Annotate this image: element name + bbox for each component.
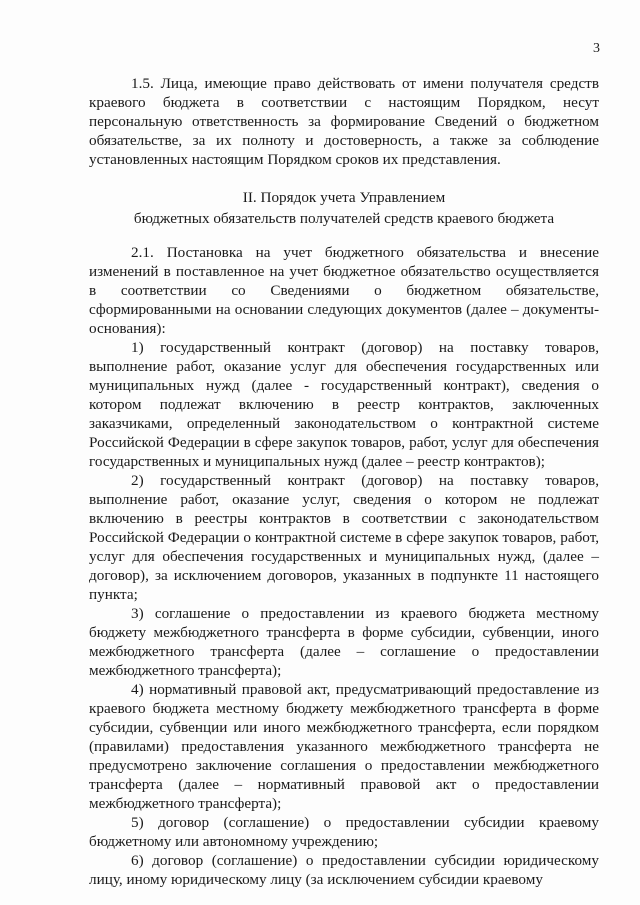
list-item-4: 4) нормативный правовой акт, предусматривающий предоставление из краевого бюджета местному бюджету межбюджетного трансферта в форме субсидии, субвенции или иного межбюджетного трансферта, если порядком (правилами) предоставления указанного межбюджетного трансферта не предусмотрено заключение соглашения о предоставлении межбюджетного трансферта (далее – нормативный правовой акт о предоставлении межбюджетного трансферта); <box>89 681 599 812</box>
list-item-6: 6) договор (соглашение) о предоставлении субсидии юридическому лицу, иному юридическому лицу (за исключением субсидии краевому <box>89 852 599 888</box>
document-body <box>89 74 599 889</box>
section-heading <box>89 187 599 229</box>
paragraph-2-1: 2.1. Постановка на учет бюджетного обязательства и внесение изменений в поставленное на учет бюджетное обязательство осуществляется в соответствии со Сведениями о бюджетном обязательстве, сформированными на основании следующих документов (далее – документы-основания): <box>89 244 599 337</box>
list-item-3: 3) соглашение о предоставлении из краевого бюджета местному бюджету межбюджетного трансферта в форме субсидии, субвенции, иного межбюджетного трансферта (далее – соглашение о предоставлении межбюджетного трансферта); <box>89 605 599 679</box>
list-item-1: 1) государственный контракт (договор) на поставку товаров, выполнение работ, оказание услуг для обеспечения государственных или муниципальных нужд (далее - государственный контракт), сведения о котором подлежат включению в реестр контрактов, заключенных заказчиками, определенный законодательством о контрактной системе Российской Федерации в сфере закупок товаров, работ, услуг для обеспечения государственных и муниципальных нужд (далее – реестр контрактов); <box>89 339 599 470</box>
list-item-5: 5) договор (соглашение) о предоставлении субсидии краевому бюджетному или автономному учреждению; <box>89 814 599 850</box>
list-item-2: 2) государственный контракт (договор) на поставку товаров, выполнение работ, оказание услуг, сведения о котором не подлежат включению в реестры контрактов в соответствии с законодательством Российской Федерации о контрактной системе в сфере закупок товаров, работ, услуг для обеспечения государственных и муниципальных нужд, (далее – договор), за исключением договоров, указанных в подпункте 11 настоящего пункта; <box>89 472 599 603</box>
section-title-line-2: бюджетных обязательств получателей средств краевого бюджета <box>133 210 555 227</box>
section-title-line-1: II. Порядок учета Управлением <box>242 189 446 206</box>
page-number: 3 <box>593 41 600 56</box>
paragraph-1-5: 1.5. Лица, имеющие право действовать от имени получателя средств краевого бюджета в соответствии с настоящим Порядком, несут персональную ответственность за формирование Сведений о бюджетном обязательстве, за их полноту и достоверность, а также за соблюдение установленных настоящим Порядком сроков их представления. <box>89 75 599 168</box>
